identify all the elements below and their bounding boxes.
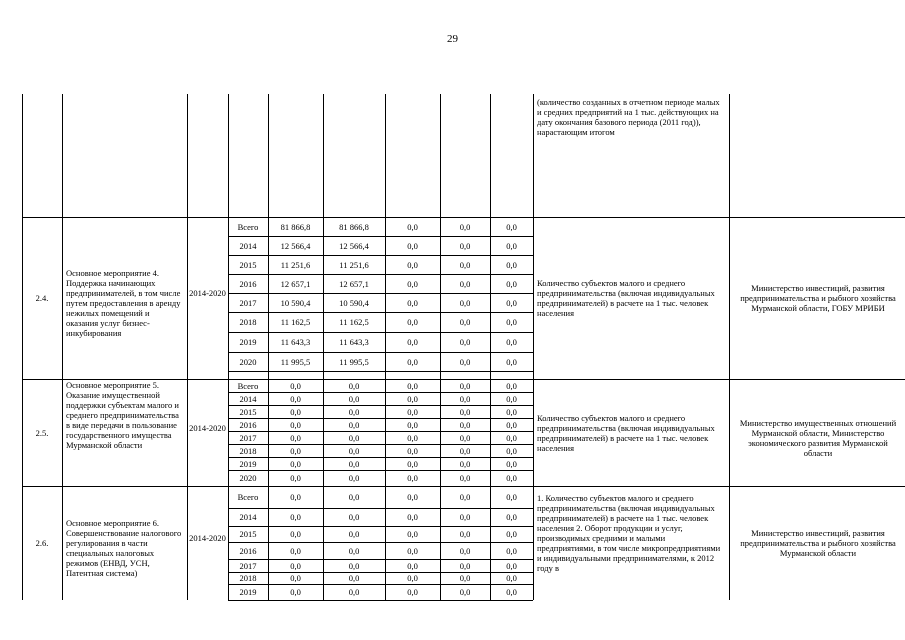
amount-cell: 0,0 [506,560,517,571]
target-indicator: Количество субъектов малого и среднего предпринимательства (включая индивидуальных предпринимателей) в расчете на 1 тыс. человек населения [537,412,715,453]
amount-cell: 0,0 [459,337,471,347]
amount-cell: 0,0 [407,573,418,583]
column-divider [268,94,269,600]
period: 2014-2020 [189,288,226,298]
year-label: 2017 [239,297,257,308]
amount-cell: 10 590,4 [280,297,311,308]
amount-cell: 0,0 [348,545,360,556]
amount-cell: 0,0 [506,356,517,367]
amount-cell: 0,0 [407,587,418,597]
amount-cell: 0,0 [407,406,418,417]
amount-cell: 0,0 [407,560,418,571]
amount-cell: 0,0 [506,587,517,597]
year-row-line [228,293,533,294]
amount-cell: 0,0 [348,512,360,522]
amount-cell: 0,0 [506,380,517,391]
amount-cell: 0,0 [407,545,418,556]
amount-cell: 11 162,5 [339,317,369,327]
amount-cell: 0,0 [506,337,517,347]
amount-cell: 0,0 [459,317,471,327]
amount-cell: 0,0 [407,297,418,308]
measure-number: 2.5. [35,427,49,438]
amount-cell: 0,0 [407,221,418,232]
amount-cell: 0,0 [506,529,517,539]
amount-cell: 0,0 [459,432,471,443]
amount-cell: 11 995,5 [339,356,369,367]
amount-cell: 0,0 [290,545,301,556]
amount-cell: 0,0 [459,492,471,502]
year-label: 2019 [239,337,257,347]
amount-cell: 0,0 [348,529,360,539]
amount-cell: 0,0 [407,473,418,483]
amount-cell: 0,0 [459,445,471,456]
amount-cell: 0,0 [459,545,471,556]
amount-cell: 0,0 [506,393,517,404]
year-label: 2018 [239,317,257,327]
column-divider [729,94,730,600]
year-label: 2020 [239,473,257,483]
amount-cell: 0,0 [348,560,360,571]
top-indicator-text: (количество созданных в отчетном периоде малых и средних предприятий на 1 тыс. действующих на дату окончания базового периода (2011 год)), нарастающим итогом [537,97,720,137]
measure-name: Основное мероприятие 4. Поддержка начинающих предпринимателей, в том числе путем предоставления в аренду нежилых помещений и оказания услуг бизнес-инкубирования [66,268,181,338]
amount-cell: 0,0 [459,393,471,404]
amount-cell: 0,0 [459,356,471,367]
period: 2014-2020 [189,533,226,543]
amount-cell: 0,0 [348,419,360,430]
amount-cell: 0,0 [459,458,471,469]
year-label: 2015 [239,259,257,270]
amount-cell: 0,0 [407,529,418,539]
amount-cell: 12 657,1 [280,278,311,289]
target-indicator: Количество субъектов малого и среднего предпринимательства (включая индивидуальных предпринимателей) в расчете на 1 тыс. человек населения [537,278,715,318]
amount-cell: 11 643,3 [339,337,369,347]
year-label: 2015 [239,406,257,417]
target-indicator: 1. Количество субъектов малого и среднего предпринимательства (включая индивидуальных предпринимателей) в расчете на 1 тыс. человек населения 2. Оборот продукции и услуг, производимых средними и малыми предприятиями, в том числе микропредприятиями и индивидуальными предпринимателями, к 2012 году в [537,493,721,573]
amount-cell: 0,0 [459,297,471,308]
year-label: 2017 [239,432,257,443]
amount-cell: 0,0 [348,573,360,583]
amount-cell: 0,0 [290,492,301,502]
year-label: 2019 [239,458,257,469]
year-row-line [228,508,533,509]
amount-cell: 0,0 [290,419,301,430]
amount-cell: 0,0 [348,492,360,502]
year-row-line [228,255,533,256]
amount-cell: 0,0 [506,545,517,556]
amount-cell: 0,0 [459,278,471,289]
amount-cell: 0,0 [290,432,301,443]
responsible-executor: Министерство инвестиций, развития предпринимательства и рыбного хозяйства Мурманской области [740,528,896,558]
amount-cell: 0,0 [348,406,360,417]
year-label: 2019 [239,587,257,597]
amount-cell: 0,0 [348,473,360,483]
year-label: 2016 [239,419,257,430]
year-label: 2018 [239,445,257,456]
amount-cell: 0,0 [348,432,360,443]
amount-cell: 0,0 [290,587,301,597]
amount-cell: 0,0 [459,406,471,417]
amount-cell: 0,0 [407,419,418,430]
amount-cell: 0,0 [407,393,418,404]
amount-cell: 12 566,4 [339,240,369,251]
amount-cell: 0,0 [506,512,517,522]
amount-cell: 81 866,8 [280,221,311,232]
amount-cell: 0,0 [290,458,301,469]
amount-cell: 0,0 [290,380,301,391]
amount-cell: 0,0 [290,473,301,483]
amount-cell: 0,0 [290,445,301,456]
amount-cell: 0,0 [459,419,471,430]
responsible-executor: Министерство инвестиций, развития предпринимательства и рыбного хозяйства Мурманской области, ГОБУ МРИБИ [740,283,896,313]
amount-cell: 12 566,4 [280,240,311,251]
amount-cell: 0,0 [407,432,418,443]
amount-cell: 0,0 [506,432,517,443]
amount-cell: 0,0 [348,445,360,456]
amount-cell: 0,0 [506,445,517,456]
measure-name: Основное мероприятие 5. Оказание имущественной поддержки субъектам малого и среднего предпринимательства в виде передачи в пользование государственного имущества Мурманской области [66,380,179,450]
amount-cell: 0,0 [506,259,517,270]
year-row-line [228,274,533,275]
amount-cell: 81 866,8 [339,221,369,232]
period: 2014-2020 [189,422,226,433]
year-label: Всего [237,380,259,391]
amount-cell: 11 251,6 [280,259,311,270]
year-row-line [228,236,533,237]
amount-cell: 0,0 [290,529,301,539]
amount-cell: 0,0 [459,529,471,539]
amount-cell: 0,0 [506,221,517,232]
amount-cell: 0,0 [506,240,517,251]
year-label: 2015 [239,529,257,539]
year-row-line [228,371,533,372]
amount-cell: 0,0 [407,278,418,289]
year-label: 2016 [239,278,257,289]
year-label: Всего [237,221,259,232]
amount-cell: 0,0 [506,317,517,327]
amount-cell: 0,0 [407,445,418,456]
year-row-line [228,584,533,585]
amount-cell: 0,0 [407,512,418,522]
page-number: 29 [447,33,458,45]
amount-cell: 0,0 [459,560,471,571]
amount-cell: 0,0 [407,356,418,367]
column-divider [62,94,63,600]
amount-cell: 0,0 [407,380,418,391]
amount-cell: 0,0 [459,380,471,391]
measure-number: 2.6. [35,538,49,548]
year-row-line [228,470,533,471]
amount-cell: 0,0 [459,473,471,483]
amount-cell: 0,0 [407,240,418,251]
year-label: 2020 [239,356,257,367]
amount-cell: 0,0 [290,512,301,522]
amount-cell: 0,0 [290,560,301,571]
amount-cell: 0,0 [290,406,301,417]
amount-cell: 0,0 [348,393,360,404]
column-divider [533,94,534,600]
column-divider [323,94,324,600]
amount-cell: 0,0 [506,573,517,583]
amount-cell: 0,0 [459,221,471,232]
amount-cell: 0,0 [348,587,360,597]
amount-cell: 0,0 [506,297,517,308]
measure-name: Основное мероприятие 6. Совершенствование налогового регулирования в части специальных налоговых режимов (ЕНВД, УСН, Патентная система) [66,518,182,578]
year-row-line [228,217,533,218]
year-label: 2014 [239,240,257,251]
amount-cell: 0,0 [506,458,517,469]
year-row-line [228,542,533,543]
amount-cell: 0,0 [459,240,471,251]
amount-cell: 0,0 [506,492,517,502]
year-label: 2014 [239,512,257,522]
year-row-line [228,312,533,313]
year-label: 2014 [239,393,257,404]
amount-cell: 0,0 [459,587,471,597]
column-divider [490,94,491,600]
amount-cell: 11 995,5 [280,356,311,367]
year-row-line [228,600,533,601]
amount-cell: 0,0 [290,573,301,583]
amount-cell: 0,0 [407,458,418,469]
column-divider [440,94,441,600]
column-divider [22,94,23,600]
amount-cell: 10 590,4 [339,297,369,308]
amount-cell: 0,0 [459,512,471,522]
measure-number: 2.4. [35,293,49,303]
amount-cell: 11 251,6 [339,259,369,270]
responsible-executor: Министерство имущественных отношений Мурманской области, Министерство экономического развития Мурманской области [739,417,897,458]
amount-cell: 0,0 [407,317,418,327]
amount-cell: 0,0 [506,473,517,483]
year-label: 2016 [239,545,257,556]
year-label: Всего [237,492,259,502]
amount-cell: 0,0 [506,419,517,430]
amount-cell: 0,0 [407,492,418,502]
column-divider [385,94,386,600]
year-row-line [228,332,533,333]
amount-cell: 0,0 [459,259,471,270]
year-row-line [228,486,533,487]
amount-cell: 12 657,1 [339,278,369,289]
amount-cell: 0,0 [506,406,517,417]
amount-cell: 0,0 [348,380,360,391]
amount-cell: 0,0 [407,337,418,347]
amount-cell: 0,0 [459,573,471,583]
column-divider [228,94,229,600]
amount-cell: 0,0 [290,393,301,404]
amount-cell: 0,0 [407,259,418,270]
amount-cell: 11 162,5 [280,317,311,327]
year-label: 2017 [239,560,257,571]
amount-cell: 11 643,3 [280,337,311,347]
year-row-line [228,352,533,353]
amount-cell: 0,0 [506,278,517,289]
year-label: 2018 [239,573,257,583]
amount-cell: 0,0 [348,458,360,469]
column-divider [187,94,188,600]
year-row-line [228,526,533,527]
